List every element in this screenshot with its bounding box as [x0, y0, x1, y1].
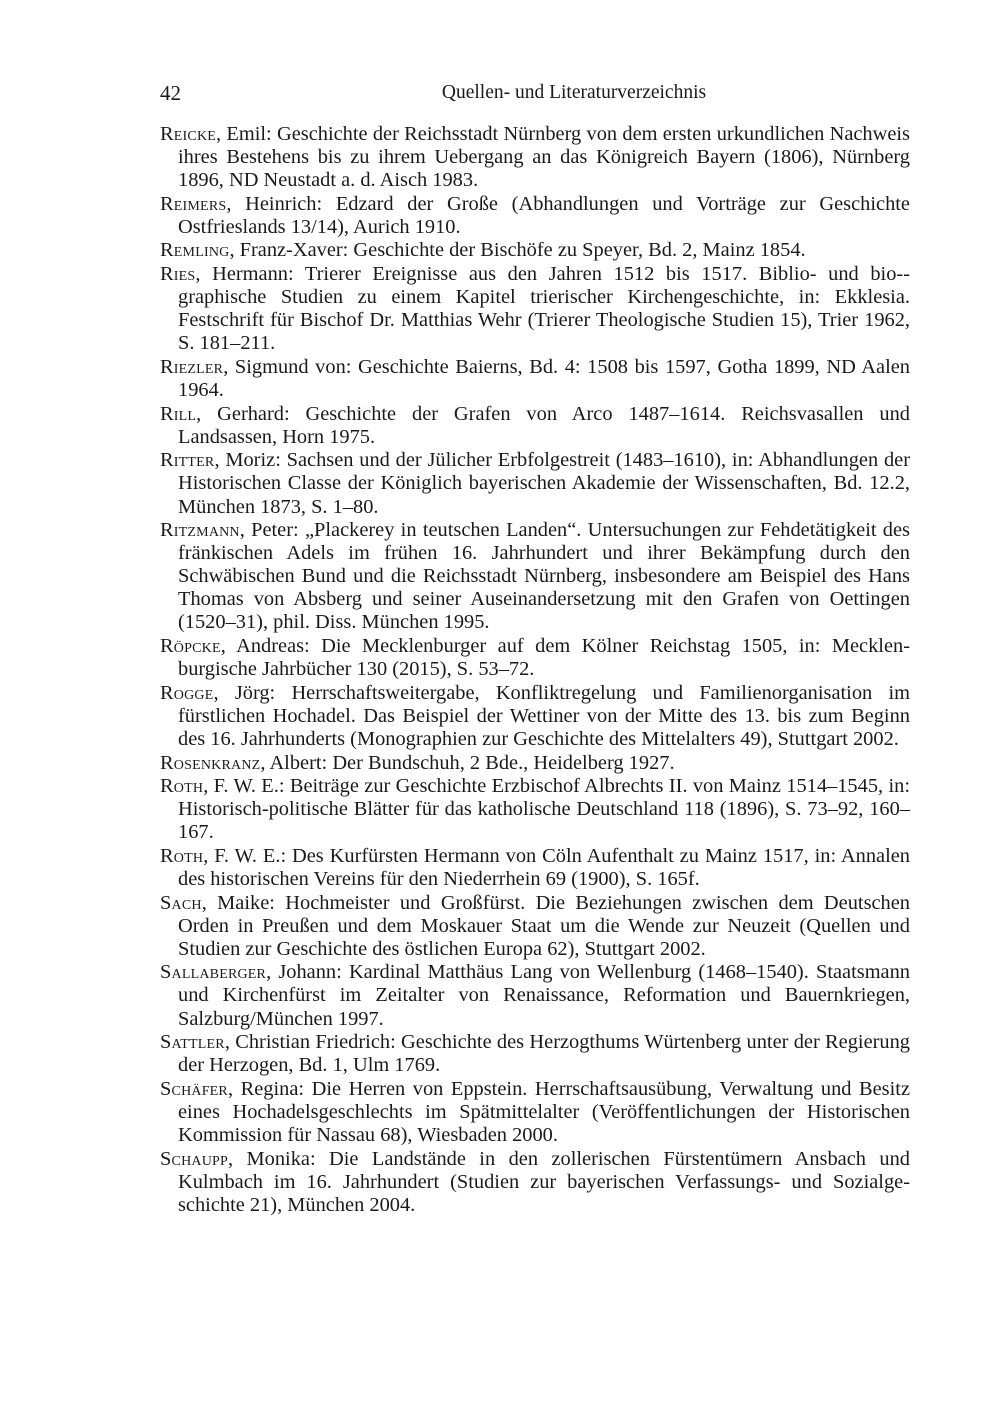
- entry-author: Schäfer: [160, 1077, 228, 1100]
- entry-author: Sach: [160, 891, 202, 914]
- entry-author: Sattler: [160, 1031, 225, 1054]
- entry-text: , Regina: Die Herren von Eppstein. Herrschaftsausübung, Verwaltung und Besitz eines Hochadelsgeschlechts im Spätmittelalter (Veröffentlichungen der Historischen Kommission für Nassau 68), Wiesbaden 2000.: [178, 1077, 910, 1147]
- bibliography-entry: [160, 123, 910, 192]
- entry-text: , Heinrich: Edzard der Große (Abhandlungen und Vorträge zur Geschichte Ostfrieslands 13/14), Aurich 1910.: [178, 192, 910, 238]
- bibliography-entry: [160, 775, 910, 844]
- entry-text: , F. W. E.: Des Kurfürsten Hermann von Cöln Aufenthalt zu Mainz 1517, in: Annalen des historischen Vereins für den Niederrhein 69 (1900), S. 165f.: [178, 844, 910, 890]
- entry-text: , Andreas: Die Mecklenburger auf dem Kölner Reichstag 1505, in: Mecklenburgische Jahrbücher 130 (2015), S. 53–72.: [178, 635, 910, 681]
- entry-author: Ritter: [160, 449, 215, 472]
- entry-author: Riezler: [160, 355, 224, 378]
- entry-text: , Monika: Die Landstände in den zollerischen Fürstentümern Ansbach und Kulmbach im 16. Jahrhundert (Studien zur bayerischen Verfassungs- und Sozialgeschichte 21), München 2004.: [178, 1147, 910, 1216]
- bibliography-entry: [160, 845, 910, 891]
- entry-author: Rogge: [160, 681, 214, 704]
- page-number: 42: [160, 81, 181, 105]
- page: [160, 78, 910, 1217]
- entry-author: Roth: [160, 775, 204, 798]
- entry-text: , Albert: Der Bundschuh, 2 Bde., Heidelberg 1927.: [260, 751, 675, 774]
- bibliography-entry: [160, 403, 910, 449]
- bibliography-entry: [160, 1078, 910, 1147]
- bibliography-entry: [160, 961, 910, 1030]
- entry-text: , Moriz: Sachsen und der Jülicher Erbfolgestreit (1483–1610), in: Abhandlungen der Historischen Classe der Königlich bayerischen Akademie der Wissenschaften, Bd. 12.2, München 1873, S. 1–80.: [178, 449, 910, 518]
- bibliography-entry: [160, 752, 910, 775]
- entry-text: , F. W. E.: Beiträge zur Geschichte Erzbischof Albrechts II. von Mainz 1514–1545, in: Historisch-politische Blätter für das katholische Deutschland 118 (1896), S. 73–92, 160–167.: [178, 775, 910, 844]
- bibliography-entry: [160, 635, 910, 681]
- bibliography-entry: [160, 449, 910, 518]
- entry-text: , Franz-Xaver: Geschichte der Bischöfe zu Speyer, Bd. 2, Mainz 1854.: [229, 239, 806, 262]
- entry-text: , Jörg: Herrschaftsweitergabe, Konfliktregelung und Familienorganisation im fürstlichen Hochadel. Das Beispiel der Wettiner von der Mitte des 13. bis zum Beginn des 16. Jahrhunderts (Monographien zur Geschichte des Mittelalters 49), Stuttgart 2002.: [178, 681, 910, 750]
- entry-author: Roth: [160, 844, 204, 867]
- entry-text: , Gerhard: Geschichte der Grafen von Arco 1487–1614. Reichsvasallen und Landsassen, Horn 1975.: [178, 402, 910, 448]
- bibliography-list: [160, 123, 910, 1217]
- bibliography-entry: [160, 263, 910, 355]
- bibliography-entry: [160, 892, 910, 961]
- entry-author: Röpcke: [160, 635, 221, 658]
- bibliography-entry: [160, 193, 910, 239]
- entry-author: Sallaberger: [160, 961, 267, 984]
- entry-author: Ritzmann: [160, 519, 240, 542]
- running-head: [160, 78, 910, 108]
- bibliography-entry: [160, 239, 910, 262]
- entry-author: Reicke: [160, 123, 217, 145]
- bibliography-entry: [160, 356, 910, 402]
- entry-text: , Emil: Geschichte der Reichsstadt Nürnberg von dem ersten urkundlichen Nachweis ihres Bestehens bis zu ihrem Uebergang an das Königreich Bayern (1806), Nürnberg 1896, ND Neustadt a. d. Aisch 1983.: [178, 123, 910, 192]
- entry-text: , Peter: „Plackerey in teutschen Landen“. Untersuchungen zur Fehdetätigkeit des fränkischen Adels im frühen 16. Jahrhundert und ihrer Bekämpfung durch den Schwäbischen Bund und die Reichsstadt Nürnberg, insbesondere am Beispiel des Hans Thomas von Absberg und seiner Auseinandersetzung mit den Grafen von Oettingen (1520–31), phil. Diss. München 1995.: [178, 519, 910, 634]
- entry-author: Reimers: [160, 192, 227, 215]
- bibliography-entry: [160, 519, 910, 634]
- entry-author: Ries: [160, 263, 196, 286]
- entry-text: , Sigmund von: Geschichte Baierns, Bd. 4: 1508 bis 1597, Gotha 1899, ND Aalen 1964.: [178, 355, 910, 402]
- entry-text: , Hermann: Trierer Ereignisse aus den Jahren 1512 bis 1517. Biblio- und bio-graphische Studien zu einem Kapitel trierischer Kirchengeschichte, in: Ekklesia. Festschrift für Bischof Dr. Matthias Wehr (Trierer Theologische Studien 15), Trier 1962, S. 181–211.: [178, 263, 910, 355]
- entry-text: , Johann: Kardinal Matthäus Lang von Wellenburg (1468–1540). Staatsmann und Kirchenfürst im Zeitalter von Renaissance, Reformation und Bauernkriegen, Salzburg/München 1997.: [178, 961, 910, 1030]
- bibliography-entry: [160, 682, 910, 751]
- entry-text: , Christian Friedrich: Geschichte des Herzogthums Würtenberg unter der Regierung der Herzogen, Bd. 1, Ulm 1769.: [178, 1031, 910, 1077]
- running-head-title: Quellen- und Literaturverzeichnis: [441, 82, 707, 103]
- entry-author: Schaupp: [160, 1147, 228, 1170]
- entry-author: Remling: [160, 239, 230, 262]
- entry-author: Rosenkranz: [160, 751, 261, 774]
- entry-author: Rill: [160, 402, 197, 425]
- bibliography-entry: [160, 1148, 910, 1217]
- bibliography-entry: [160, 1031, 910, 1077]
- entry-text: , Maike: Hochmeister und Großfürst. Die Beziehungen zwischen dem Deutschen Orden in Preußen und dem Moskauer Staat um die Wende zur Neuzeit (Quellen und Studien zur Geschichte des östlichen Europa 62), Stuttgart 2002.: [178, 891, 910, 960]
